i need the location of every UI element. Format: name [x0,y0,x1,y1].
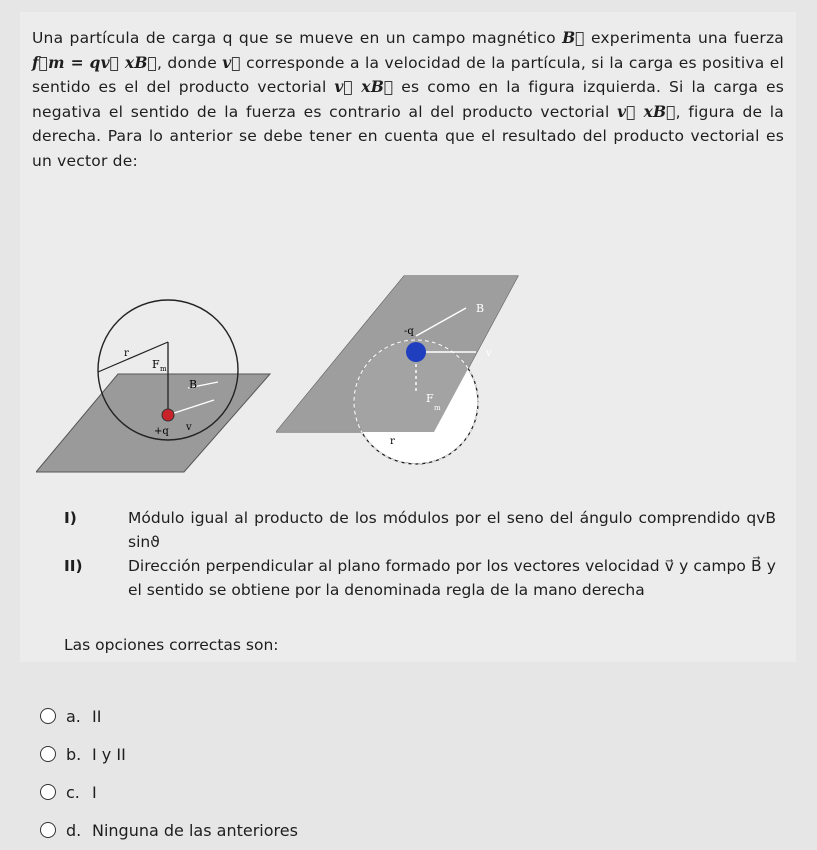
right-label-q: -q [404,326,414,337]
right-label-r: r [390,436,395,447]
option-c[interactable]: c. I [40,780,97,804]
options-label: Las opciones correctas son: [64,636,279,654]
radio-a[interactable] [40,708,56,724]
radio-c[interactable] [40,784,56,800]
left-label-b: B [189,378,198,391]
symbol-cross-product: v⃗ xB⃗ [334,77,394,96]
option-b[interactable]: b. I y II [40,742,126,766]
right-label-b: B [476,302,485,315]
statement-1: I) Módulo igual al producto de los módulos por el seno del ángulo comprendido qvB sinϑ [64,509,776,551]
symbol-cross-product-2: v⃗ xB⃗ [617,101,676,121]
left-label-q: +q [154,426,169,437]
symbol-velocity: v⃗ [222,52,241,72]
symbol-b-field: B⃗ [562,28,585,47]
radio-d[interactable] [40,822,56,838]
radio-b[interactable] [40,746,56,762]
left-label-v: v [186,422,192,433]
question-text: Una partícula de carga q que se mueve en un campo magnético B⃗ experimenta una fuerza f⃗m = qv⃗ xB⃗, donde v⃗ corresponde a la velocidad de la partícula, si la carga es positiva el sentido es el del producto vectorial v⃗ xB⃗ es como en la figura izquierda. Si la carga es negativa el sentido de la fuerza es contrario al del producto vectorial v⃗ xB⃗, figura de la derecha. Para lo anterior se debe tener en cuenta que el resultado del producto vectorial es un vector de: [32,28,785,170]
left-label-force: F [152,358,160,371]
statement-2: II) Dirección perpendicular al plano formado por los vectores velocidad v⃗ y campo B⃗ y el sentido se obtiene por la denominada regla de la mano derecha [64,557,776,599]
left-label-r: r [124,348,129,359]
right-label-force-sub: m [434,404,441,412]
figure-positive-charge [36,272,276,482]
figure-negative-charge [276,274,526,474]
right-label-force: F [426,392,434,405]
right-label-v: v [486,348,492,359]
option-d[interactable]: d. Ninguna de las anteriores [40,818,298,842]
symbol-force-formula: f⃗m = qv⃗ xB⃗ [32,52,157,72]
left-label-force-sub: m [160,365,167,373]
option-a[interactable]: a. II [40,704,101,728]
